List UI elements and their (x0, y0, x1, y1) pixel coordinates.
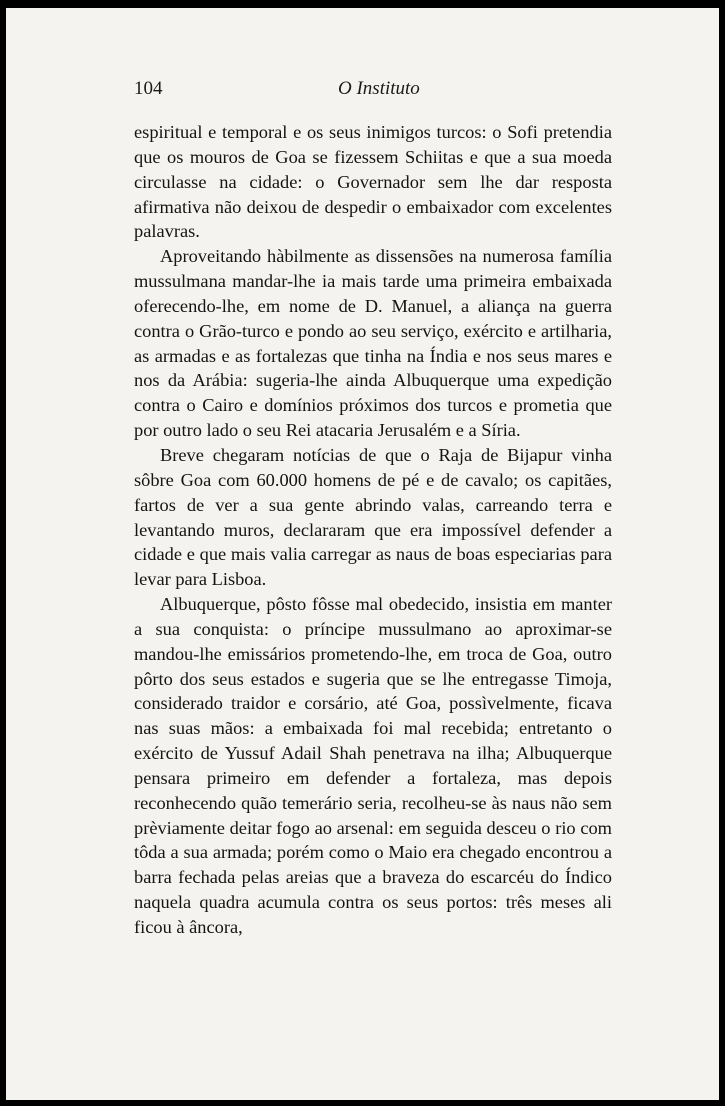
running-title: O Instituto (338, 78, 420, 99)
paragraph: espiritual e temporal e os seus inimigos turcos: o Sofi pretendia que os mouros de Goa se fizessem Schiitas e que a sua moeda circulasse na cidade: o Governador sem lhe dar resposta afirmativa não deixou de despedir o embaixador com excelentes palavras. (134, 122, 612, 242)
paragraph: Breve chegaram notícias de que o Raja de Bijapur vinha sôbre Goa com 60.000 homens de pé e de cavalo; os capitães, fartos de ver a sua gente abrindo valas, carreando terra e levantando muros, declararam que era impossível defender a cidade e que mais valia carregar as naus de boas especiarias para levar para Lisboa. (134, 444, 612, 590)
page-header (134, 78, 612, 104)
body-text (134, 120, 612, 940)
paragraph: Albuquerque, pôsto fôsse mal obedecido, insistia em manter a sua conquista: o príncipe mussulmano ao aproximar-se mandou-lhe emissários prometendo-lhe, em troca de Goa, outro pôrto dos seus estados e sugeria que se lhe entregasse Timoja, considerado traidor e corsário, até Goa, possìvelmente, ficava nas suas mãos: a embaixada foi mal recebida; entretanto o exército de Yussuf Adail Shah penetrava na ilha; Albuquerque pensara primeiro em defender a fortaleza, mas depois reconhecendo quão temerário seria, recolheu-se às naus não sem prèviamente deitar fogo ao arsenal: em seguida desceu o rio com tôda a sua armada; porém como o Maio era chegado encontrou a barra fechada pelas areias que a braveza do escarcéu do Índico naquela quadra acumula contra os seus portos: três meses ali ficou à âncora, (134, 594, 612, 937)
page-number: 104 (134, 78, 163, 99)
book-page (6, 8, 719, 1100)
paragraph: Aproveitando hàbilmente as dissensões na numerosa família mussulmana mandar-lhe ia mais tarde uma primeira embaixada oferecendo-lhe, em nome de D. Manuel, a aliança na guerra contra o Grão-turco e pondo ao seu serviço, exército e artilharia, as armadas e as fortalezas que tinha na Índia e nos seus mares e nos da Arábia: sugeria-lhe ainda Albuquerque uma expedição contra o Cairo e domínios próximos dos turcos e prometia que por outro lado o seu Rei atacaria Jerusalém e a Síria. (134, 246, 612, 441)
